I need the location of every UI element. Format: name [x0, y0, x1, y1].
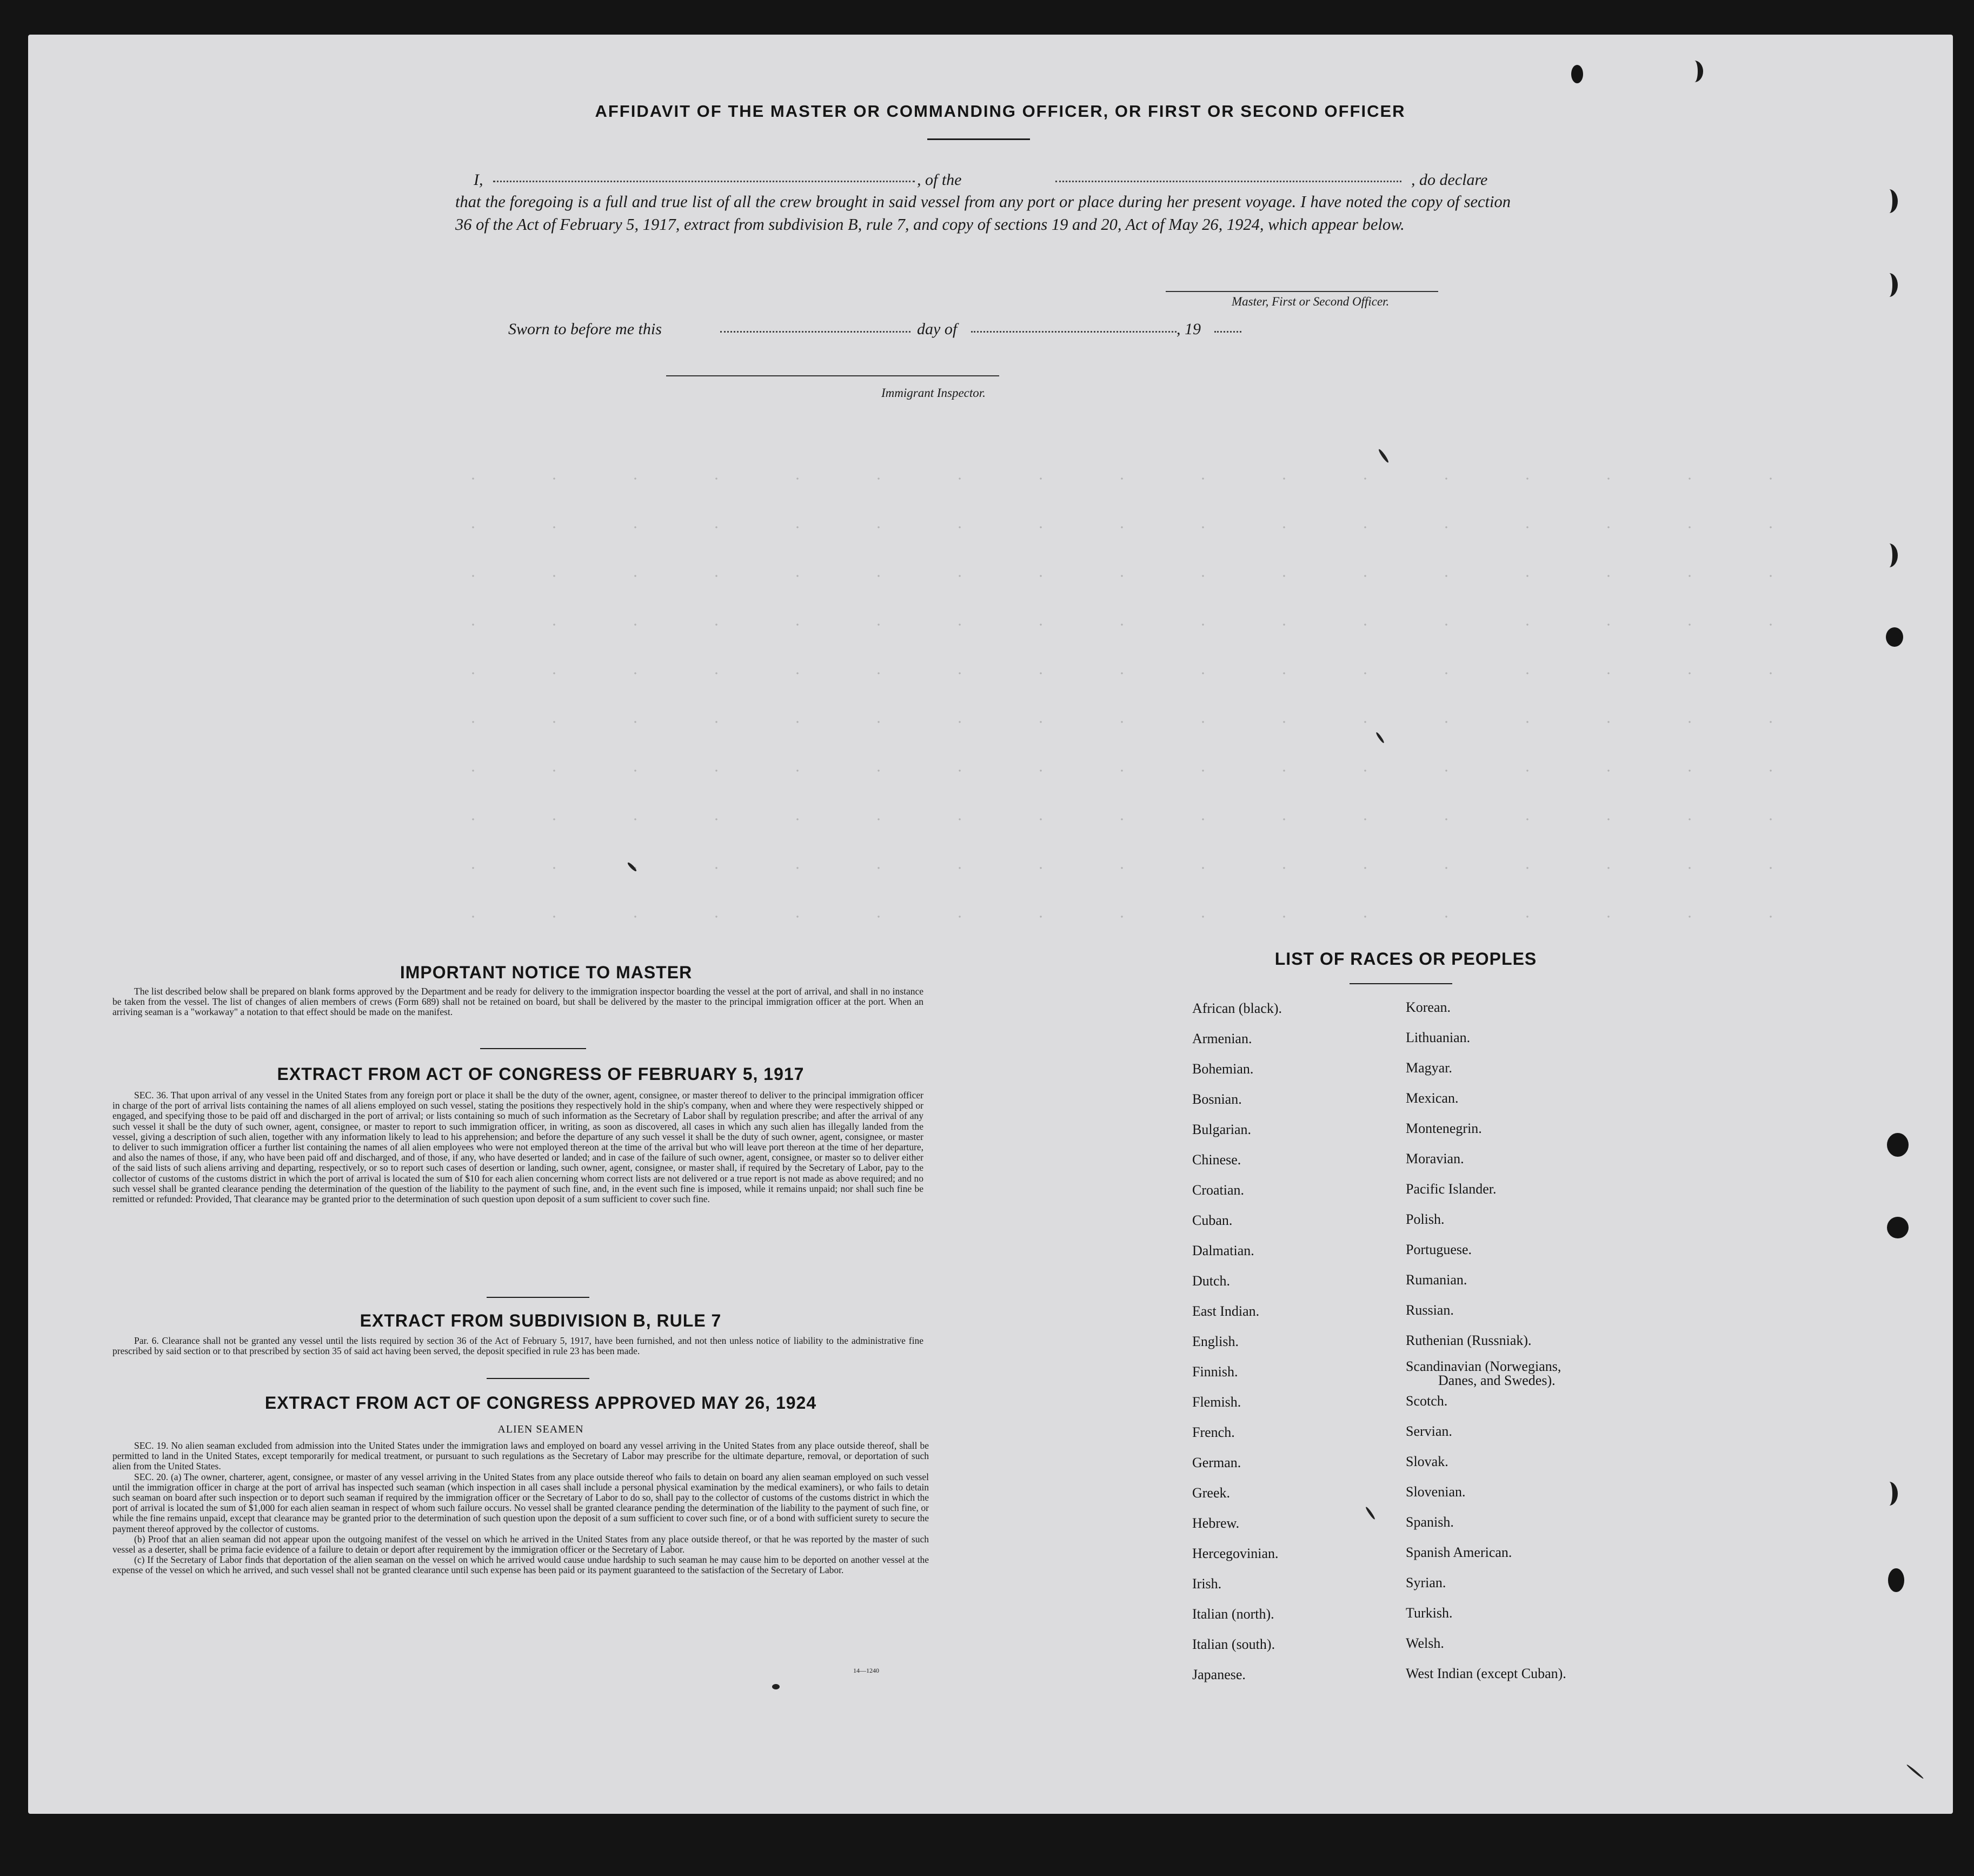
race-item: West Indian (except Cuban). [1406, 1666, 1566, 1681]
race-item: Dutch. [1192, 1273, 1231, 1289]
race-item: Italian (north). [1192, 1606, 1274, 1622]
sec20c-paragraph: (c) If the Secretary of Labor finds that deportation of the alien seaman on the vessel on which he arrived would cause undue hardship to such seaman he may cause him to be deported on another vessel at the expense of the vessel on which he arrived, and such vessel shall not be granted clearance until such expense has been paid or its payment guaranteed to the satisfaction of the Secretary of Labor. [112, 1554, 929, 1576]
race-item: Chinese. [1192, 1152, 1241, 1168]
sec20a-paragraph: SEC. 20. (a) The owner, charterer, agent, consignee, or master of any vessel arriving in the United States from any place outside thereof who fails to detain on board any alien seaman employed on such vessel until the immigration officer in charge at the port of arrival has inspected such seaman (which inspection in all cases shall include a personal physical examination by the medical examiners), or who fails to detain such seaman on board after such inspection or to deport such seaman if required by the immigration officer or the Secretary of Labor to do so, shall pay to the collector of customs of the customs district in which the port of arrival is located the sum of $1,000 for each alien seaman in respect of whom such failure occurs. No vessel shall be granted clearance pending the determination of the liability to the payment of such fine, or while the fine remains unpaid, except that clearance may be granted prior to the determination of such question upon the deposit of a sum sufficient to cover such fine, or of a bond with sufficient surety to secure the payment thereof approved by the collector of customs. [112, 1471, 929, 1534]
rule7-title: EXTRACT FROM SUBDIVISION B, RULE 7 [360, 1311, 722, 1330]
inspector-label: Immigrant Inspector. [881, 386, 986, 400]
affidavit-body: that the foregoing is a full and true list of all the crew brought in said vessel from any port or place during her present voyage. I have noted the copy of section 36 of the Act of February 5, 1917, extract from subdivision B, rule 7, and copy of sections 19 and 20, Act of May 26, 1924, which appear below. [455, 193, 1511, 234]
race-item: Scotch. [1406, 1393, 1448, 1409]
punch-hole [1880, 189, 1898, 213]
race-item: Japanese. [1192, 1667, 1246, 1682]
race-item: Italian (south). [1192, 1636, 1275, 1652]
race-item: Turkish. [1406, 1605, 1453, 1621]
punch-hole [1880, 1482, 1898, 1506]
extract-1917-text [112, 1090, 923, 1204]
race-item: Ruthenian (Russniak). [1406, 1333, 1532, 1348]
affidavit-title: AFFIDAVIT OF THE MASTER OR COMMANDING OFFICER, OR FIRST OR SECOND OFFICER [595, 102, 1406, 121]
race-item: Slovenian. [1406, 1484, 1466, 1500]
race-item: Syrian. [1406, 1575, 1446, 1590]
races-left-column [1192, 1000, 1408, 1693]
race-item: Portuguese. [1406, 1242, 1472, 1257]
sworn-day-of: day of [917, 320, 958, 338]
race-item: Croatian. [1192, 1182, 1245, 1198]
notice-title: IMPORTANT NOTICE TO MASTER [400, 963, 693, 982]
race-item: Montenegrin. [1406, 1121, 1482, 1136]
sec36-paragraph: SEC. 36. That upon arrival of any vessel in the United States from any foreign port or place it shall be the duty of the owner, agent, consignee, or master thereof to deliver to the principal immigration officer in charge of the port of arrival lists containing the names of all aliens employed on such vessel, stating the positions they respectively hold in the ship's company, when and where they were respectively shipped or engaged, and specifying those to be paid off and discharged in the port of arrival; or lists containing so much of such information as the Secretary of Labor shall by regulation prescribe; and after the arrival of any such vessel it shall be the duty of such owner, agent, consignee, or master to report to such immigration officer, in writing, as soon as discovered, all cases in which any such alien has illegally landed from the vessel, giving a description of such alien, together with any information likely to lead to his apprehension; and before the departure of any such vessel it shall be the duty of such owner, agent, consignee, or master to deliver to such immigration officer a further list containing the names of all alien employees who were not employed thereon at the time of the arrival but who will leave port thereon at the time of her departure, and also the names of those, if any, who have been paid off and discharged, and of those, if any, who have deserted or landed; and in case of the failure of such owner, agent, consignee, or master so to deliver either of the said lists of such aliens arriving and departing, respectively, or so to report such cases of desertion or landing, such owner, agent, consignee, or master shall, if required by the Secretary of Labor, pay to the collector of customs of the customs district in which the port of arrival is located the sum of $10 for each alien concerning whom correct lists are not delivered or a true report is not made as above required; and no such vessel shall be granted clearance pending the determination of the question of the liability to the payment of such fine, and, in the event such fine is imposed, while it remains unpaid; nor shall such fine be remitted or refunded: Provided, That clearance may be granted prior to the determination of such question upon deposit of a sum sufficient to cover such fine. [112, 1090, 923, 1205]
sworn-month-blank[interactable] [971, 331, 1177, 333]
race-item: Lithuanian. [1406, 1030, 1471, 1045]
race-item: Magyar. [1406, 1060, 1452, 1076]
affidavit-of-the: , of the [917, 171, 962, 189]
race-item: Bosnian. [1192, 1091, 1242, 1107]
race-item: Hercegovinian. [1192, 1546, 1279, 1561]
notice-text [112, 986, 923, 1018]
race-item: German. [1192, 1455, 1241, 1470]
race-item: Flemish. [1192, 1394, 1241, 1410]
affidavit-do-declare: , do declare [1411, 171, 1488, 189]
master-signature-line[interactable] [1166, 291, 1438, 292]
extract-1917-title: EXTRACT FROM ACT OF CONGRESS OF FEBRUARY 5, 1917 [277, 1064, 805, 1084]
race-item: Slovak. [1406, 1454, 1448, 1469]
race-item: Mexican. [1406, 1090, 1459, 1106]
divider [487, 1297, 589, 1298]
race-item: French. [1192, 1424, 1235, 1440]
notice-paragraph: The list described below shall be prepared on blank forms approved by the Department and be ready for delivery to the immigration inspector boarding the vessel at the port of arrival, and shall in no instance be taken from the vessel. The list of changes of alien members of crews (Form 689) shall not be retained on board, but shall be delivered by the master to the principal immigration officer at the port. When an arriving seaman is a "workaway" a notation to that effect should be made on the manifest. [112, 986, 923, 1018]
race-item: Spanish. [1406, 1514, 1454, 1530]
race-item: Bulgarian. [1192, 1122, 1252, 1137]
race-item: Spanish American. [1406, 1544, 1512, 1560]
race-item: Russian. [1406, 1302, 1454, 1318]
race-item: Servian. [1406, 1423, 1452, 1439]
punch-hole [1880, 273, 1898, 297]
race-item: Pacific Islander. [1406, 1181, 1497, 1197]
divider [487, 1378, 589, 1379]
sec20b-paragraph: (b) Proof that an alien seaman did not appear upon the outgoing manifest of the vessel on which he arrived in the United States from any place outside thereof, or that he was reported by the master of such vessel as a deserter, shall be prima facie evidence of a failure to detain or deport after requirement by the immigration officer or the Secretary of Labor. [112, 1533, 929, 1555]
race-item: Moravian. [1406, 1151, 1464, 1166]
divider [1350, 983, 1452, 984]
race-item: Polish. [1406, 1211, 1445, 1227]
affidavit-i: I, [474, 171, 483, 189]
race-item: Cuban. [1192, 1212, 1233, 1228]
punch-hole [1886, 627, 1903, 647]
extract-1924-text [112, 1441, 929, 1576]
sworn-year: , 19 [1177, 320, 1201, 338]
race-item: Irish. [1192, 1576, 1222, 1592]
alien-seamen-subtitle: ALIEN SEAMEN [497, 1423, 584, 1435]
extract-1924-title: EXTRACT FROM ACT OF CONGRESS APPROVED MAY 26, 1924 [264, 1393, 817, 1413]
race-item: Greek. [1192, 1485, 1231, 1501]
race-item: Dalmatian. [1192, 1243, 1254, 1258]
race-item: Korean. [1406, 999, 1451, 1015]
rule7-text [112, 1336, 923, 1356]
name-blank[interactable] [493, 181, 915, 182]
punch-hole [1571, 65, 1583, 83]
race-item-continuation: Danes, and Swedes). [1438, 1373, 1556, 1388]
races-title: LIST OF RACES OR PEOPLES [1274, 949, 1537, 969]
race-item: Welsh. [1406, 1635, 1444, 1651]
punch-hole [1888, 1568, 1904, 1592]
sec19-paragraph: SEC. 19. No alien seaman excluded from admission into the United States under the immigration laws and employed on board any vessel arriving in the United States from any place outside thereof, shall be permitted to land in the United States, except temporarily for medical treatment, or pursuant to such regulations as the Secretary of Labor may prescribe for the ultimate departure, removal, or deportation of such alien from the United States. [112, 1440, 929, 1472]
speck [772, 1684, 780, 1689]
divider [480, 1048, 586, 1049]
race-item: English. [1192, 1334, 1239, 1349]
punch-hole [1887, 1217, 1909, 1238]
race-item: African (black). [1192, 1000, 1282, 1016]
master-signature-label: Master, First or Second Officer. [1232, 295, 1390, 308]
column-guides [433, 454, 1838, 941]
affidavit-line-1 [470, 168, 1514, 191]
race-item: Finnish. [1192, 1364, 1238, 1380]
sworn-line [508, 320, 1265, 344]
punch-hole [1880, 543, 1898, 567]
sworn-year-blank[interactable] [1214, 331, 1241, 333]
race-item: Armenian. [1192, 1031, 1252, 1046]
race-item: Bohemian. [1192, 1061, 1254, 1077]
race-item: Hebrew. [1192, 1515, 1240, 1531]
races-right-column [1406, 999, 1687, 1697]
race-item: East Indian. [1192, 1303, 1260, 1319]
race-item: Scandinavian (Norwegians, [1406, 1358, 1561, 1374]
divider [927, 138, 1030, 140]
punch-hole [1686, 61, 1703, 82]
punch-hole [1887, 1133, 1909, 1157]
form-number: 14—1240 [853, 1667, 879, 1674]
race-item: Rumanian. [1406, 1272, 1467, 1288]
sworn-prefix: Sworn to before me this [508, 320, 662, 338]
inspector-signature-line[interactable] [666, 375, 999, 376]
rule7-paragraph: Par. 6. Clearance shall not be granted any vessel until the lists required by section 36 of the Act of February 5, 1917, have been furnished, and not then unless notice of liability to the administrative fine prescribed by said section or to that prescribed by section 35 of said act having been served, the deposit specified in rule 23 has been made. [112, 1335, 923, 1357]
vessel-blank[interactable] [1055, 181, 1401, 182]
sworn-day-blank[interactable] [720, 331, 910, 333]
